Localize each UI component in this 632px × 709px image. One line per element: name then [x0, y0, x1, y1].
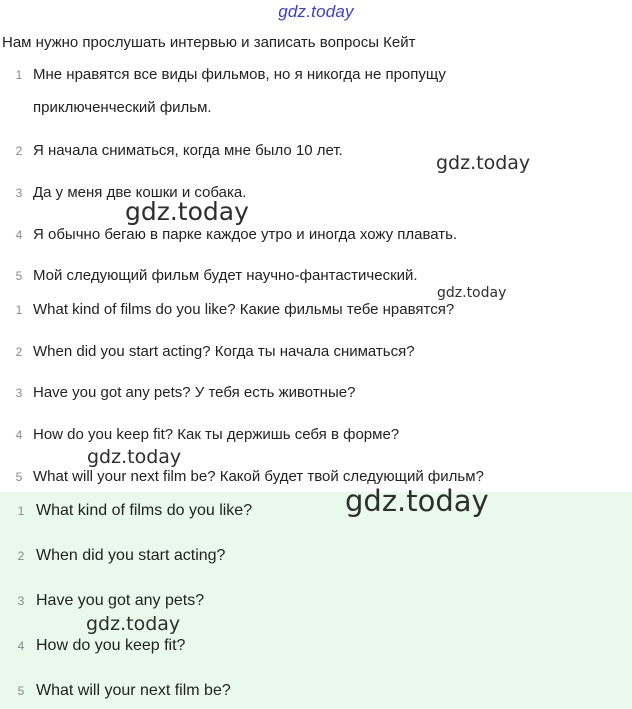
question-text: What will your next film be?: [36, 682, 231, 699]
question-text: How do you keep fit?: [36, 637, 186, 654]
item-number: 3: [15, 386, 23, 400]
watermark: gdz.today: [437, 285, 507, 301]
question-text: Have you got any pets?: [36, 592, 205, 609]
answer-text: Мне нравятся все виды фильмов, но я никогда не пропущу: [33, 66, 446, 83]
question-text: How do you keep fit? Как ты держишь себя в форме?: [33, 426, 400, 443]
item-number: 4: [15, 428, 23, 442]
item-number: 1: [15, 68, 23, 82]
question-text: What kind of films do you like? Какие фильмы тебе нравятся?: [33, 301, 455, 318]
answer-text: Мой следующий фильм будет научно-фантастический.: [33, 267, 418, 284]
answer-panel: [0, 492, 632, 709]
question-text: When did you start acting?: [36, 547, 226, 564]
question-text: What will your next film be? Какой будет твой следующий фильм?: [33, 468, 484, 485]
watermark: gdz.today: [86, 613, 181, 635]
watermark: gdz.today: [87, 446, 182, 468]
item-number: 3: [17, 594, 25, 608]
task-instruction: Нам нужно прослушать интервью и записать вопросы Кейт: [2, 34, 416, 51]
site-logo[interactable]: gdz.today: [278, 2, 354, 21]
item-number: 2: [15, 345, 23, 359]
answer-text: Я обычно бегаю в парке каждое утро и иногда хожу плавать.: [33, 226, 458, 243]
item-number: 2: [15, 144, 23, 158]
item-number: 5: [15, 269, 23, 283]
item-number: 5: [15, 470, 23, 484]
watermark: gdz.today: [125, 197, 249, 226]
item-number: 4: [17, 639, 25, 653]
watermark: gdz.today: [436, 152, 531, 174]
watermark: gdz.today: [345, 484, 489, 518]
answer-text: Я начала сниматься, когда мне было 10 лет.: [33, 142, 343, 159]
answer-text: приключенческий фильм.: [33, 99, 212, 116]
question-text: When did you start acting? Когда ты начала сниматься?: [33, 343, 415, 360]
item-number: 2: [17, 549, 25, 563]
answer-text: Да у меня две кошки и собака.: [33, 184, 247, 201]
item-number: 3: [15, 186, 23, 200]
question-text: What kind of films do you like?: [36, 502, 253, 519]
question-text: Have you got any pets? У тебя есть животные?: [33, 384, 356, 401]
item-number: 5: [17, 684, 25, 698]
item-number: 1: [17, 504, 25, 518]
item-number: 4: [15, 228, 23, 242]
item-number: 1: [15, 303, 23, 317]
